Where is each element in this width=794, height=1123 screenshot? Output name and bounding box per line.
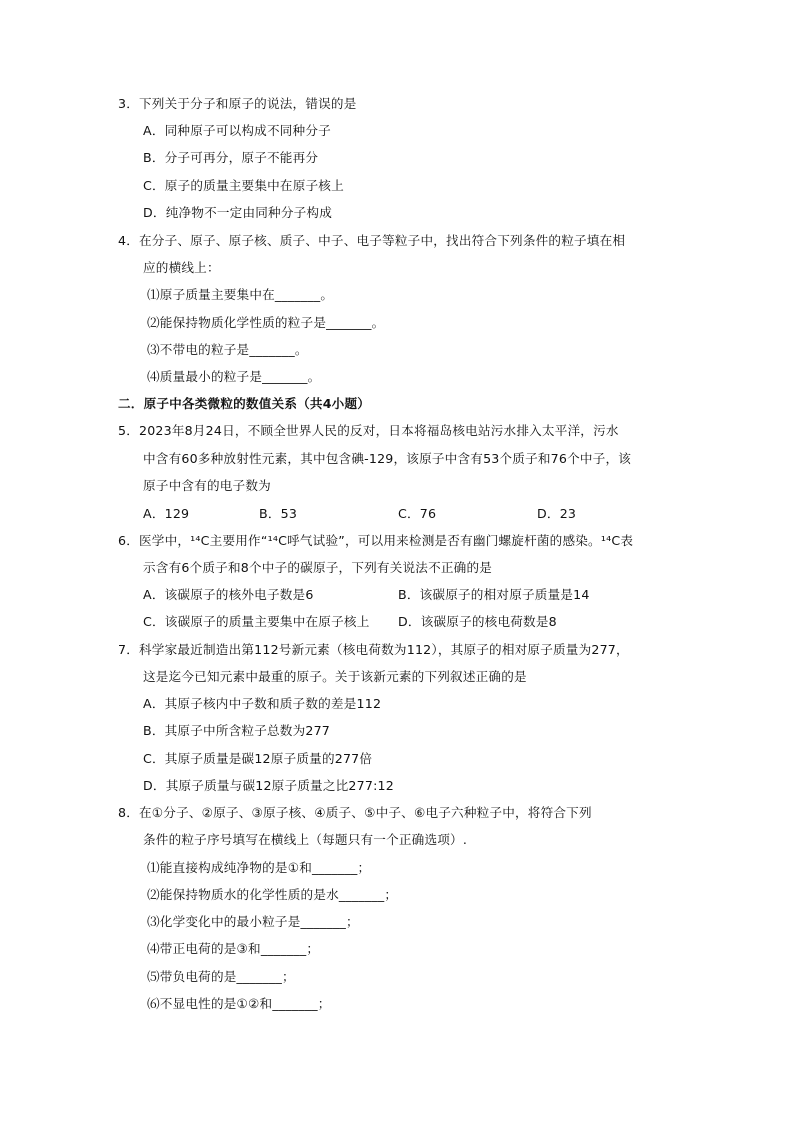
q5-stem-line1: 5．2023年8月24日，不顾全世界人民的反对，日本将福岛核电站污水排入太平洋，污水 bbox=[118, 423, 619, 438]
q6-option-b: B．该碳原子的相对原子质量是14 bbox=[398, 587, 590, 602]
q4-item-4: ⑷质量最小的粒子是_______。 bbox=[147, 369, 321, 384]
q3-stem: 3．下列关于分子和原子的说法，错误的是 bbox=[118, 96, 357, 111]
q6-option-a: A．该碳原子的核外电子数是6 bbox=[143, 587, 314, 602]
q5-stem-line2: 中含有60多种放射性元素，其中包含碘-129，该原子中含有53个质子和76个中子，该 bbox=[143, 451, 632, 466]
q7-option-d: D．其原子质量与碳12原子质量之比277:12 bbox=[143, 778, 394, 793]
q7-option-c: C．其原子质量是碳12原子质量的277倍 bbox=[143, 751, 373, 766]
q4-item-2: ⑵能保持物质化学性质的粒子是_______。 bbox=[147, 315, 385, 330]
section-heading: 二．原子中各类微粒的数值关系（共4小题） bbox=[118, 396, 371, 411]
q6-option-d: D．该碳原子的核电荷数是8 bbox=[398, 614, 557, 629]
q4-stem-line2: 应的横线上： bbox=[143, 260, 220, 275]
q8-item-3: ⑶化学变化中的最小粒子是_______； bbox=[147, 914, 359, 929]
q7-stem-line1: 7．科学家最近制造出第112号新元素（核电荷数为112），其原子的相对原子质量为277， bbox=[118, 642, 629, 657]
q8-item-5: ⑸带负电荷的是_______； bbox=[147, 969, 295, 984]
q8-stem-line2: 条件的粒子序号填写在横线上（每题只有一个正确选项）. bbox=[143, 832, 468, 847]
q6-stem-line2: 示含有6个质子和8个中子的碳原子，下列有关说法不正确的是 bbox=[143, 560, 493, 575]
q3-option-b: B．分子可再分，原子不能再分 bbox=[143, 150, 319, 165]
q5-option-b: B．53 bbox=[259, 506, 298, 521]
q8-item-2: ⑵能保持物质水的化学性质的是水_______； bbox=[147, 887, 398, 902]
q3-option-a: A．同种原子可以构成不同种分子 bbox=[143, 123, 331, 138]
q5-option-c: C．76 bbox=[398, 506, 437, 521]
q4-item-3: ⑶不带电的粒子是_______。 bbox=[147, 342, 308, 357]
q8-item-6: ⑹不显电性的是①②和_______； bbox=[147, 996, 331, 1011]
q7-option-a: A．其原子核内中子数和质子数的差是112 bbox=[143, 696, 382, 711]
q6-stem-line1: 6．医学中，¹⁴C主要用作“¹⁴C呼气试验”，可以用来检测是否有幽门螺旋杆菌的感染。¹⁴C表 bbox=[118, 533, 634, 548]
q8-item-1: ⑴能直接构成纯净物的是①和_______； bbox=[147, 860, 371, 875]
q5-option-d: D．23 bbox=[537, 506, 577, 521]
q7-option-b: B．其原子中所含粒子总数为277 bbox=[143, 723, 331, 738]
q8-stem-line1: 8．在①分子、②原子、③原子核、④质子、⑤中子、⑥电子六种粒子中，将符合下列 bbox=[118, 805, 592, 820]
q7-stem-line2: 这是迄今已知元素中最重的原子。关于该新元素的下列叙述正确的是 bbox=[143, 669, 527, 684]
q3-option-c: C．原子的质量主要集中在原子核上 bbox=[143, 178, 344, 193]
q6-option-c: C．该碳原子的质量主要集中在原子核上 bbox=[143, 614, 370, 629]
q5-stem-line3: 原子中含有的电子数为 bbox=[143, 478, 271, 493]
q8-item-4: ⑷带正电荷的是③和_______； bbox=[147, 941, 320, 956]
q5-option-a: A．129 bbox=[143, 506, 190, 521]
q3-option-d: D．纯净物不一定由同种分子构成 bbox=[143, 205, 333, 220]
q4-item-1: ⑴原子质量主要集中在_______。 bbox=[147, 287, 334, 302]
q4-stem-line1: 4．在分子、原子、原子核、质子、中子、电子等粒子中，找出符合下列条件的粒子填在相 bbox=[118, 233, 626, 248]
